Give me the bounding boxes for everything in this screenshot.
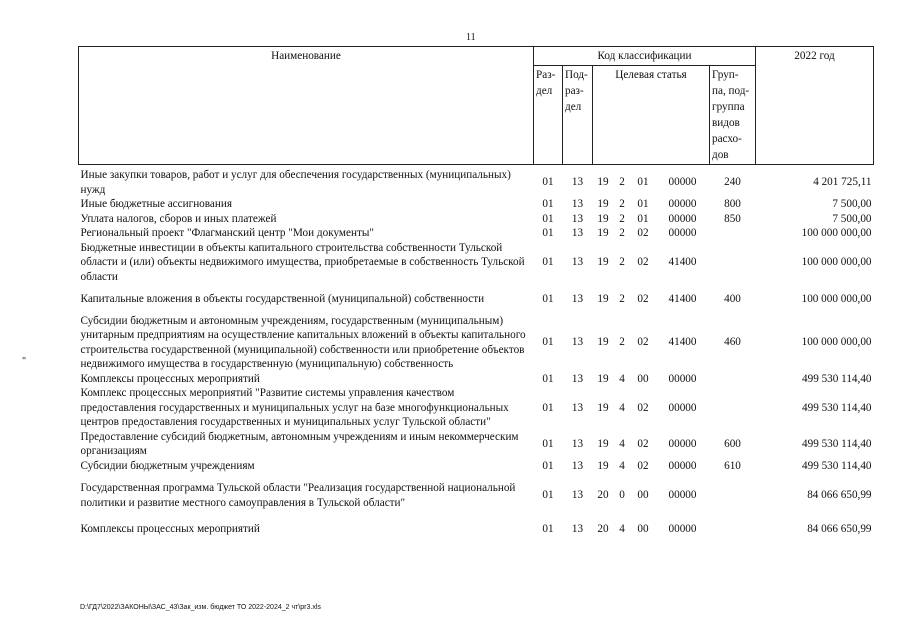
table-row [79,197,874,212]
cell-vr [710,372,756,387]
cell-rz: 01 [542,198,554,210]
cell-vr: 800 [724,198,741,210]
cell-cs4: 00000 [668,489,697,502]
cell-pr: 13 [571,227,584,239]
cell-cs2: 2 [619,336,625,349]
cell-rz: 01 [542,336,554,349]
cell-cs4: 00000 [668,176,697,189]
cell-cs3: 02 [637,256,649,268]
cell-rz: 01 [542,256,554,268]
cell-cs3: 01 [637,176,649,189]
cell-cs1: 19 [597,227,609,239]
table-row [79,473,874,514]
cell-cs2: 2 [619,293,625,305]
cell-cs2: 4 [619,459,625,472]
cell-name: Бюджетные инвестиции в объекты капитального строительства собственности Тульской области и (или) объекты недвижимого имущества, приобретаемые в собственность Тульской области [80,241,525,283]
cell-cs3: 01 [637,212,649,225]
cell-amount: 100 000 000,00 [801,256,872,268]
cell-name: Комплексы процессных мероприятий [80,372,260,385]
margin-mark: " [22,356,27,367]
cell-cs4: 41400 [668,336,697,349]
cell-vr: 600 [724,437,741,450]
cell-pr: 13 [571,176,584,189]
cell-cs2: 2 [619,212,625,225]
cell-name: Государственная программа Тульской области "Реализация государственной национальной политики и развитие местного самоуправления в Тульской области" [80,482,516,509]
cell-amount: 84 066 650,99 [807,523,872,535]
table-row [79,386,874,430]
header-classification: Код классификации [534,47,756,66]
cell-amount: 100 000 000,00 [801,227,872,239]
cell-rz: 01 [542,212,554,225]
cell-vr: 850 [724,212,741,225]
cell-amount: 499 530 114,40 [802,459,872,472]
table-body [79,165,874,541]
cell-cs2: 2 [619,227,625,239]
cell-rz: 01 [542,437,554,450]
header-name: Наименование [79,47,534,165]
cell-rz: 01 [542,523,554,535]
cell-pr: 13 [571,212,584,225]
cell-cs3: 02 [637,401,649,414]
cell-amount: 7 500,00 [832,198,872,210]
budget-table [78,46,874,541]
cell-pr: 13 [571,401,584,414]
cell-amount: 4 201 725,11 [813,176,872,189]
cell-cs3: 01 [637,198,649,210]
cell-name: Субсидии бюджетным и автономным учреждениям, государственным (муниципальным) унитарным предприятиям на осуществление капитальных вложений в объекты капитального строительства государственной (муниципальной) собственности или приобретение объектов недвижимого имущества в государственную (муниципальную) собственность [80,314,526,370]
cell-name: Комплекс процессных мероприятий "Развитие системы управления качеством предоставления государственных и муниципальных услуг на базе многофункциональных центров предоставления государственных и муниципальных услуг Тульской области" [80,387,509,428]
cell-cs4: 00000 [668,437,697,450]
header-subsection: Под- раз- дел [563,66,593,165]
cell-amount: 499 530 114,40 [802,437,872,450]
cell-cs3: 00 [637,523,649,535]
table-row [79,212,874,227]
cell-cs1: 19 [597,176,609,189]
cell-cs1: 19 [597,293,609,305]
cell-cs1: 19 [597,336,609,349]
cell-name: Капитальные вложения в объекты государственной (муниципальной) собственности [80,293,485,305]
page-number: 11 [466,32,476,43]
table-row [79,372,874,387]
cell-vr [710,386,756,430]
cell-cs4: 00000 [668,523,697,535]
cell-cs2: 4 [619,372,625,385]
cell-name: Комплексы процессных мероприятий [80,523,260,535]
cell-pr: 13 [571,489,584,502]
cell-cs1: 19 [597,401,609,414]
header-target: Целевая статья [593,66,710,165]
table-row [79,311,874,372]
cell-cs1: 19 [597,212,609,225]
cell-rz: 01 [542,459,554,472]
cell-cs2: 4 [619,401,625,414]
cell-rz: 01 [542,293,554,305]
cell-cs2: 0 [619,489,625,502]
cell-cs4: 00000 [668,198,697,210]
cell-name: Иные бюджетные ассигнования [80,198,232,210]
cell-cs4: 00000 [668,212,697,225]
cell-name: Субсидии бюджетным учреждениям [80,459,255,472]
cell-vr: 400 [724,293,741,305]
table-row [79,226,874,241]
cell-cs2: 2 [619,198,625,210]
file-path-footer: D:\ГД7\2022\ЗАКОНЫ\ЗАС_43\Зак_изм. бюджет ТО 2022-2024_2 чт\pr3.xls [80,604,321,611]
cell-vr [710,473,756,514]
cell-cs3: 02 [637,227,649,239]
cell-cs4: 00000 [668,459,697,472]
cell-pr: 13 [571,437,584,450]
cell-amount: 499 530 114,40 [802,372,872,385]
header-year: 2022 год [756,47,874,165]
cell-cs3: 02 [637,437,649,450]
cell-cs4: 00000 [668,401,697,414]
cell-vr: 240 [724,176,741,189]
cell-pr: 13 [571,372,584,385]
cell-pr: 13 [571,523,584,535]
cell-pr: 13 [571,459,584,472]
cell-cs4: 00000 [668,372,697,385]
cell-cs1: 19 [597,437,609,450]
header-section: Раз- дел [534,66,563,165]
cell-cs2: 4 [619,437,625,450]
cell-pr: 13 [571,198,584,210]
cell-cs3: 00 [637,372,649,385]
table-row [79,514,874,541]
cell-pr: 13 [571,336,584,349]
cell-rz: 01 [542,372,554,385]
cell-cs3: 02 [637,459,649,472]
cell-rz: 01 [542,489,554,502]
cell-vr: 610 [724,459,741,472]
cell-pr: 13 [571,256,584,268]
cell-cs1: 20 [597,523,609,535]
header-group: Груп- па, под- группа видов расхо- дов [710,66,756,165]
table-row [79,459,874,474]
cell-cs4: 41400 [668,293,697,305]
cell-rz: 01 [542,401,554,414]
cell-cs2: 2 [619,256,625,268]
table-row [79,241,874,285]
cell-amount: 100 000 000,00 [801,336,872,349]
table-row [79,284,874,311]
cell-cs3: 00 [637,489,649,502]
cell-vr [710,241,756,285]
cell-cs1: 19 [597,372,609,385]
cell-cs2: 2 [619,176,625,189]
cell-vr [710,226,756,241]
cell-amount: 7 500,00 [832,212,872,225]
cell-cs3: 02 [637,293,649,305]
cell-name: Уплата налогов, сборов и иных платежей [80,212,277,225]
cell-rz: 01 [542,227,554,239]
cell-vr: 460 [724,336,741,349]
cell-cs1: 19 [597,198,609,210]
cell-amount: 84 066 650,99 [807,489,872,502]
cell-rz: 01 [542,176,554,189]
cell-cs4: 00000 [668,227,697,239]
cell-name: Иные закупки товаров, работ и услуг для обеспечения государственных (муниципальных) нужд [80,169,511,196]
cell-cs1: 20 [597,489,609,502]
cell-name: Региональный проект "Флагманский центр "Мои документы" [80,227,374,239]
cell-vr [710,514,756,541]
cell-cs1: 19 [597,256,609,268]
table-row [79,430,874,459]
cell-cs4: 41400 [668,256,697,268]
cell-pr: 13 [571,293,584,305]
cell-cs2: 4 [619,523,625,535]
cell-cs3: 02 [637,336,649,349]
table-row [79,165,874,198]
cell-cs1: 19 [597,459,609,472]
cell-amount: 499 530 114,40 [802,401,872,414]
cell-amount: 100 000 000,00 [801,293,872,305]
cell-name: Предоставление субсидий бюджетным, автономным учреждениям и иным некоммерческим организациям [80,430,519,457]
